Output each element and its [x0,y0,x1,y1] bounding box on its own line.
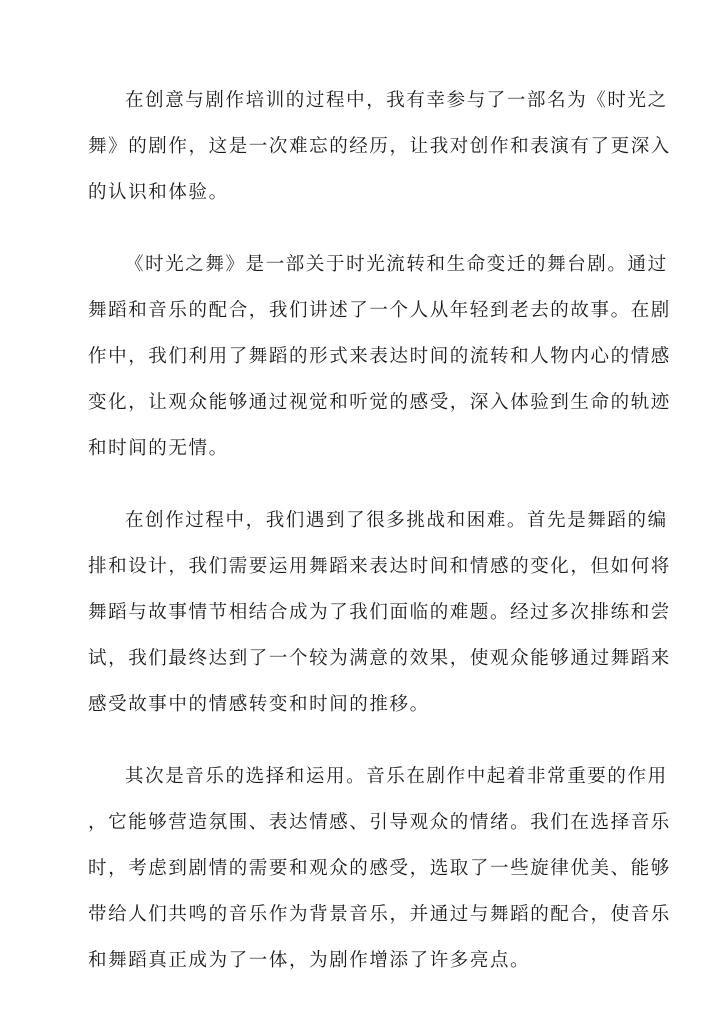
text-line: 试，我们最终达到了一个较为满意的效果，使观众能够通过舞蹈来 [88,648,671,669]
paragraph-2 [88,242,671,472]
text-line: 的认识和体验。 [88,182,229,203]
text-line: 作中，我们利用了舞蹈的形式来表达时间的流转和人物内心的情感 [88,346,671,367]
text-line: 《时光之舞》是一部关于时光流转和生命变迁的舞台剧。通过 [125,254,668,275]
text-line: 舞蹈和音乐的配合，我们讲述了一个人从年轻到老去的故事。在剧 [88,300,671,321]
text-line: 和舞蹈真正成为了一体，为剧作增添了许多亮点。 [88,950,531,971]
text-line: 舞》的剧作，这是一次难忘的经历，让我对创作和表演有了更深入 [88,136,671,157]
text-line: 舞蹈与故事情节相结合成为了我们面临的难题。经过多次排练和尝 [88,602,671,623]
text-line: 感受故事中的情感转变和时间的推移。 [88,694,430,715]
text-line: 变化，让观众能够通过视觉和听觉的感受，深入体验到生命的轨迹 [88,392,671,413]
text-line: 时，考虑到剧情的需要和观众的感受，选取了一些旋律优美、能够 [88,858,671,879]
paragraph-4 [88,754,671,984]
text-line: 和时间的无情。 [88,438,229,459]
paragraph-1 [88,78,671,216]
paragraph-3 [88,498,671,728]
text-line: 在创意与剧作培训的过程中，我有幸参与了一部名为《时光之 [125,90,668,111]
text-line: 带给人们共鸣的音乐作为背景音乐，并通过与舞蹈的配合，使音乐 [88,904,671,925]
text-line: ，它能够营造氛围、表达情感、引导观众的情绪。我们在选择音乐 [88,812,671,833]
text-line: 其次是音乐的选择和运用。音乐在剧作中起着非常重要的作用 [125,766,668,787]
document-body [88,78,671,1010]
text-line: 排和设计，我们需要运用舞蹈来表达时间和情感的变化，但如何将 [88,556,671,577]
text-line: 在创作过程中，我们遇到了很多挑战和困难。首先是舞蹈的编 [125,510,668,531]
